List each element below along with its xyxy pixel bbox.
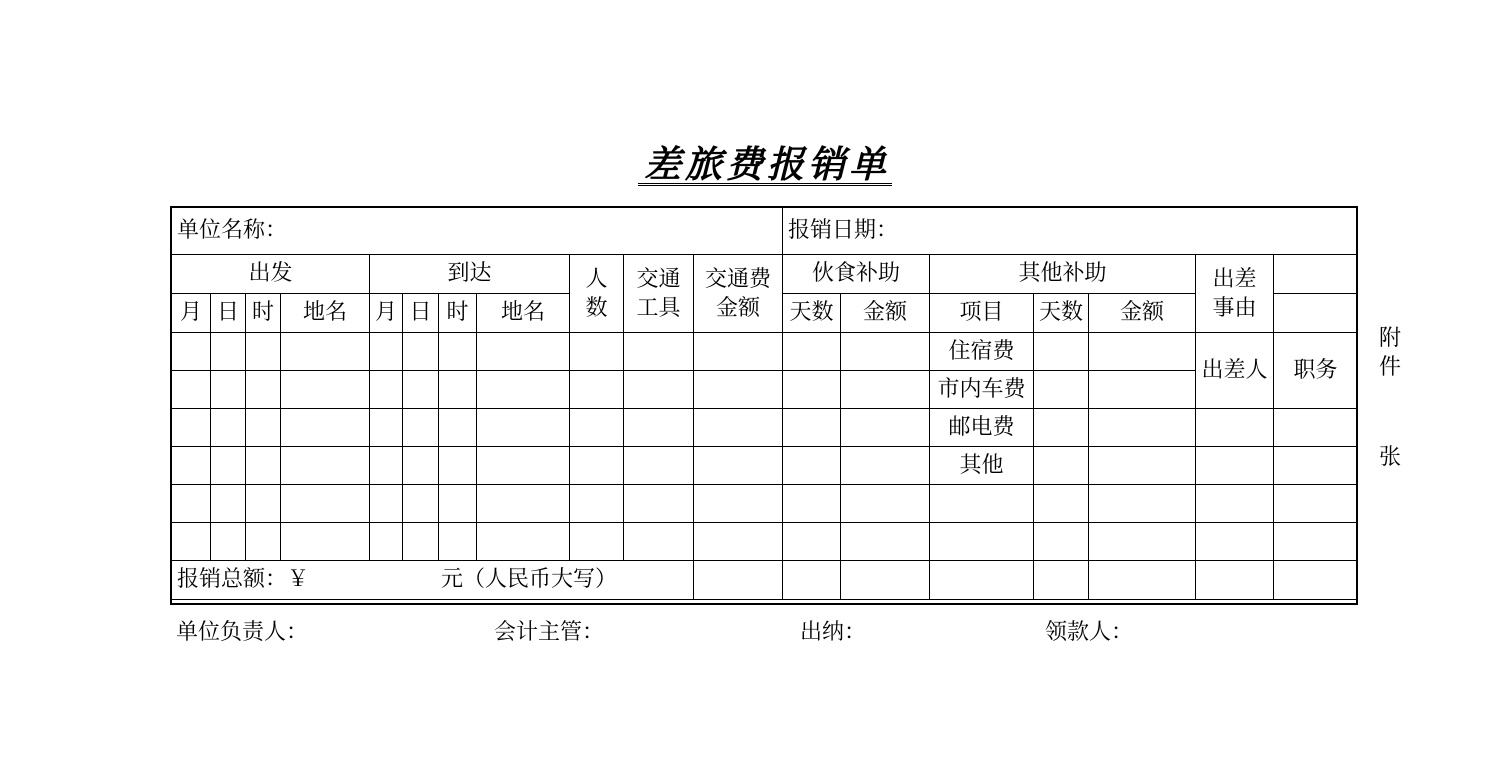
accounting-label: 会计主管： xyxy=(494,620,605,645)
expense-form-table xyxy=(171,207,1358,600)
other-item-label: 市内车费 xyxy=(930,371,1034,409)
entry-cell[interactable] xyxy=(281,447,370,485)
entry-cell[interactable] xyxy=(281,409,370,447)
entry-cell[interactable] xyxy=(403,447,439,485)
entry-cell[interactable] xyxy=(1274,409,1358,447)
trip-reason-value-cell-b[interactable] xyxy=(1274,294,1358,333)
attachment-unit-label: 张 xyxy=(1378,445,1401,470)
entry-cell[interactable] xyxy=(172,333,211,371)
form-title xyxy=(0,141,1506,187)
meal-subsidy-header: 伙食补助 xyxy=(783,255,930,294)
entry-cell[interactable] xyxy=(783,561,841,600)
entry-cell[interactable] xyxy=(783,371,841,409)
entry-cell[interactable] xyxy=(570,333,624,371)
entry-cell[interactable] xyxy=(246,333,281,371)
entry-cell[interactable] xyxy=(570,371,624,409)
entry-cell[interactable] xyxy=(624,447,694,485)
other-days-header: 天数 xyxy=(1034,294,1089,333)
entry-cell[interactable] xyxy=(403,409,439,447)
entry-cell[interactable] xyxy=(172,447,211,485)
entry-cell[interactable] xyxy=(439,333,477,371)
table-row xyxy=(172,333,1358,371)
departure-month-header: 月 xyxy=(172,294,211,333)
entry-cell[interactable] xyxy=(570,447,624,485)
entry-cell[interactable] xyxy=(211,371,246,409)
entry-cell[interactable] xyxy=(841,485,930,523)
entry-cell[interactable] xyxy=(694,333,783,371)
meal-days-header: 天数 xyxy=(783,294,841,333)
departure-header: 出发 xyxy=(172,255,370,294)
entry-cell[interactable] xyxy=(281,333,370,371)
entry-cell[interactable] xyxy=(1089,371,1196,409)
entry-cell[interactable] xyxy=(439,371,477,409)
entry-cell[interactable] xyxy=(841,371,930,409)
arrival-header: 到达 xyxy=(370,255,570,294)
entry-cell[interactable] xyxy=(570,409,624,447)
total-amount-label: 报销总额：￥ 元（人民币大写） xyxy=(177,567,618,592)
entry-cell[interactable] xyxy=(439,485,477,523)
entry-cell[interactable] xyxy=(211,485,246,523)
entry-cell[interactable] xyxy=(281,371,370,409)
entry-cell[interactable] xyxy=(1196,523,1274,561)
entry-cell[interactable] xyxy=(211,447,246,485)
entry-cell[interactable] xyxy=(694,409,783,447)
entry-cell[interactable] xyxy=(570,523,624,561)
other-subsidy-header: 其他补助 xyxy=(930,255,1196,294)
departure-place-header: 地名 xyxy=(281,294,370,333)
entry-cell[interactable] xyxy=(1034,409,1089,447)
entry-cell[interactable] xyxy=(172,371,211,409)
entry-cell[interactable] xyxy=(246,371,281,409)
entry-cell[interactable] xyxy=(783,523,841,561)
entry-cell[interactable] xyxy=(1034,485,1089,523)
entry-cell[interactable] xyxy=(1274,447,1358,485)
entry-cell[interactable] xyxy=(1274,485,1358,523)
entry-cell[interactable] xyxy=(1034,561,1089,600)
departure-hour-header: 时 xyxy=(246,294,281,333)
entry-cell[interactable] xyxy=(694,523,783,561)
entry-cell[interactable] xyxy=(1196,447,1274,485)
unit-head-label: 单位负责人： xyxy=(176,620,309,645)
people-count-label: 人数 xyxy=(585,266,608,321)
entry-cell[interactable] xyxy=(1034,371,1089,409)
entry-cell[interactable] xyxy=(477,333,570,371)
entry-cell[interactable] xyxy=(477,409,570,447)
entry-cell[interactable] xyxy=(841,523,930,561)
unit-name-cell[interactable] xyxy=(172,208,783,255)
entry-cell[interactable] xyxy=(624,371,694,409)
entry-cell[interactable] xyxy=(1089,523,1196,561)
table-row xyxy=(172,447,1358,485)
entry-cell[interactable] xyxy=(1089,409,1196,447)
entry-cell[interactable] xyxy=(370,333,403,371)
entry-cell[interactable] xyxy=(1089,333,1196,371)
entry-cell[interactable] xyxy=(783,409,841,447)
entry-cell[interactable] xyxy=(172,485,211,523)
entry-cell[interactable] xyxy=(246,485,281,523)
entry-cell[interactable] xyxy=(1274,561,1358,600)
entry-cell[interactable] xyxy=(281,523,370,561)
arrival-month-header: 月 xyxy=(370,294,403,333)
entry-cell[interactable] xyxy=(281,485,370,523)
entry-cell[interactable] xyxy=(172,523,211,561)
entry-cell[interactable] xyxy=(403,333,439,371)
people-count-header xyxy=(570,255,624,333)
entry-cell[interactable] xyxy=(370,371,403,409)
entry-cell[interactable] xyxy=(439,523,477,561)
entry-cell[interactable] xyxy=(624,409,694,447)
entry-cell[interactable] xyxy=(211,409,246,447)
entry-cell[interactable] xyxy=(841,447,930,485)
date-cell[interactable] xyxy=(783,208,1358,255)
trip-reason-value-cell-a[interactable] xyxy=(1274,255,1358,294)
departure-day-header: 日 xyxy=(211,294,246,333)
form-title-text: 差旅费报销单 xyxy=(638,145,892,186)
entry-cell[interactable] xyxy=(1089,447,1196,485)
entry-cell[interactable] xyxy=(477,485,570,523)
entry-cell[interactable] xyxy=(477,523,570,561)
entry-cell[interactable] xyxy=(783,485,841,523)
entry-cell[interactable] xyxy=(439,447,477,485)
entry-cell[interactable] xyxy=(403,485,439,523)
entry-cell[interactable] xyxy=(370,409,403,447)
entry-cell[interactable] xyxy=(211,333,246,371)
entry-cell[interactable] xyxy=(783,447,841,485)
entry-cell[interactable] xyxy=(477,371,570,409)
meal-amount-header: 金额 xyxy=(841,294,930,333)
entry-cell[interactable] xyxy=(1196,409,1274,447)
arrival-day-header: 日 xyxy=(403,294,439,333)
recipient-label: 领款人： xyxy=(1045,620,1134,645)
entry-cell[interactable] xyxy=(930,561,1034,600)
entry-cell[interactable] xyxy=(370,485,403,523)
entry-cell[interactable] xyxy=(1274,523,1358,561)
entry-cell[interactable] xyxy=(624,523,694,561)
arrival-hour-header: 时 xyxy=(439,294,477,333)
table-row xyxy=(172,485,1358,523)
entry-cell[interactable] xyxy=(783,333,841,371)
other-amount-header: 金额 xyxy=(1089,294,1196,333)
entry-cell[interactable] xyxy=(1034,523,1089,561)
other-item-header: 项目 xyxy=(930,294,1034,333)
entry-cell[interactable] xyxy=(694,561,783,600)
entry-cell[interactable] xyxy=(246,523,281,561)
unit-name-label: 单位名称： xyxy=(177,218,288,243)
entry-cell[interactable] xyxy=(841,333,930,371)
other-item-label: 住宿费 xyxy=(930,333,1034,371)
entry-cell[interactable] xyxy=(211,523,246,561)
date-label: 报销日期： xyxy=(788,218,899,243)
arrival-place-header: 地名 xyxy=(477,294,570,333)
entry-cell[interactable] xyxy=(930,523,1034,561)
entry-cell[interactable] xyxy=(370,523,403,561)
entry-cell[interactable] xyxy=(624,333,694,371)
trip-reason-header xyxy=(1196,255,1274,333)
entry-cell[interactable] xyxy=(570,485,624,523)
table-row xyxy=(172,523,1358,561)
other-item-label: 其他 xyxy=(930,447,1034,485)
entry-cell[interactable] xyxy=(1034,447,1089,485)
entry-cell[interactable] xyxy=(1196,485,1274,523)
entry-cell[interactable] xyxy=(930,485,1034,523)
entry-cell[interactable] xyxy=(624,485,694,523)
entry-cell[interactable] xyxy=(246,409,281,447)
entry-cell[interactable] xyxy=(477,447,570,485)
entry-cell[interactable] xyxy=(172,409,211,447)
table-row xyxy=(172,409,1358,447)
position-label: 职务 xyxy=(1274,333,1358,409)
entry-cell[interactable] xyxy=(1089,561,1196,600)
entry-cell[interactable] xyxy=(694,371,783,409)
entry-cell[interactable] xyxy=(841,409,930,447)
attachment-label: 附件 xyxy=(1378,326,1401,380)
other-item-label: 邮电费 xyxy=(930,409,1034,447)
transport-fee-header xyxy=(694,255,783,333)
entry-cell[interactable] xyxy=(694,485,783,523)
entry-cell[interactable] xyxy=(1034,333,1089,371)
transport-label: 交通工具 xyxy=(636,266,681,321)
entry-cell[interactable] xyxy=(403,523,439,561)
entry-cell[interactable] xyxy=(841,561,930,600)
entry-cell[interactable] xyxy=(694,447,783,485)
total-row xyxy=(172,561,1358,600)
entry-cell[interactable] xyxy=(370,447,403,485)
entry-cell[interactable] xyxy=(403,371,439,409)
cashier-label: 出纳： xyxy=(800,620,867,645)
traveler-label: 出差人 xyxy=(1196,333,1274,409)
total-amount-cell[interactable] xyxy=(172,561,694,600)
entry-cell[interactable] xyxy=(1196,561,1274,600)
entry-cell[interactable] xyxy=(246,447,281,485)
table-row xyxy=(172,371,1358,409)
transport-fee-label: 交通费金额 xyxy=(704,266,771,321)
entry-cell[interactable] xyxy=(1089,485,1196,523)
transport-header xyxy=(624,255,694,333)
entry-cell[interactable] xyxy=(439,409,477,447)
trip-reason-label: 出差事由 xyxy=(1212,266,1257,321)
